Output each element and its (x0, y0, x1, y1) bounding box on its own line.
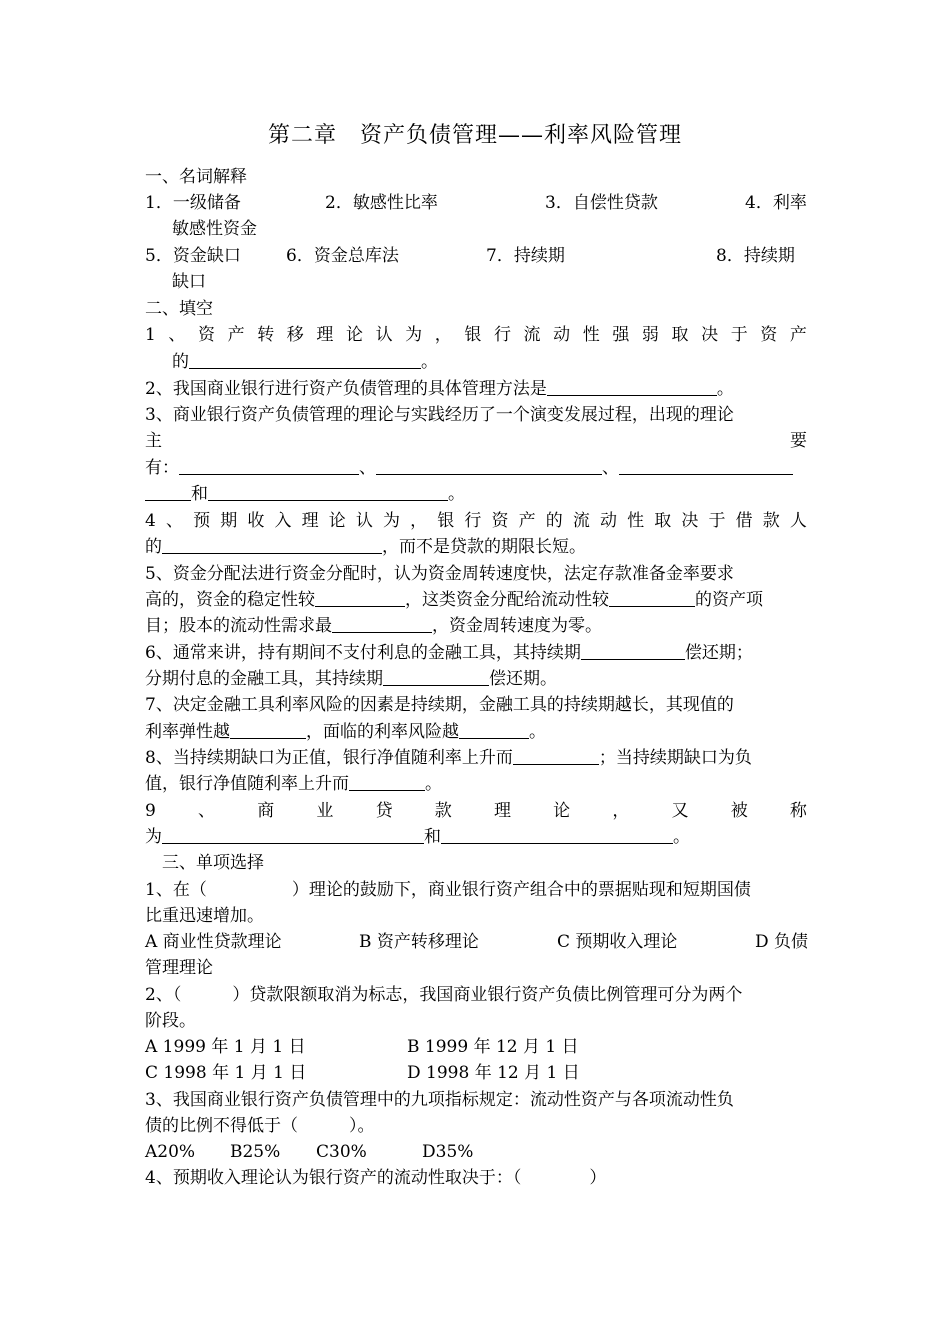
fill-q3-line2: 主 要 (145, 431, 807, 451)
option-d[interactable]: D 负债 (755, 932, 809, 952)
blank[interactable] (332, 615, 432, 633)
option-b[interactable]: B 1999 年 12 月 1 日 (407, 1037, 579, 1057)
blank[interactable] (230, 721, 306, 739)
option-c[interactable]: C30% (316, 1142, 367, 1162)
option-a[interactable]: A 1999 年 1 月 1 日 (145, 1037, 306, 1057)
option-d[interactable]: D 1998 年 12 月 1 日 (407, 1063, 580, 1083)
section1-row2-cont: 缺口 (172, 272, 206, 292)
option-b[interactable]: B 资产转移理论 (359, 932, 479, 952)
fill-q1-line1: 1 、 资 产 转 移 理 论 认 为 ， 银 行 流 动 性 强 弱 取 决 于 资 产 (145, 325, 807, 345)
fill-q7-line2: 利率弹性越 ，面临的利率风险越 。 (145, 722, 546, 742)
blank[interactable] (189, 351, 421, 369)
blank[interactable] (162, 826, 424, 844)
section1-heading: 一、名词解释 (145, 167, 247, 187)
blank[interactable] (179, 457, 359, 475)
choice-q2-line2: 阶段。 (145, 1011, 196, 1031)
fill-q8-line2: 值，银行净值随利率上升而 。 (145, 774, 442, 794)
term-3: 3．自偿性贷款 (545, 193, 658, 213)
section1-row1 (145, 192, 807, 214)
blank[interactable] (376, 457, 602, 475)
fill-q1-line2: 的 。 (172, 352, 438, 372)
choice-q4-line1: 4、预期收入理论认为银行资产的流动性取决于：（ ） (145, 1168, 607, 1188)
term-6: 6．资金总库法 (286, 246, 399, 266)
section1-row2 (145, 245, 807, 267)
option-a[interactable]: A 商业性贷款理论 (145, 932, 282, 952)
choice-q1-line2: 比重迅速增加。 (145, 906, 264, 926)
term-2: 2．敏感性比率 (325, 193, 438, 213)
blank[interactable] (609, 589, 695, 607)
chapter-title: 第二章 资产负债管理——利率风险管理 (267, 123, 682, 148)
section1-row1-cont: 敏感性资金 (172, 219, 257, 239)
section2-heading: 二、填空 (145, 299, 213, 319)
fill-q3-line1: 3、商业银行资产负债管理的理论与实践经历了一个演变发展过程，出现的理论 (145, 405, 734, 425)
choice-q1-options (145, 931, 807, 953)
fill-q8-line1: 8、当持续期缺口为正值，银行净值随利率上升而 ；当持续期缺口为负 (145, 748, 752, 768)
fill-q2: 2、我国商业银行进行资产负债管理的具体管理方法是 。 (145, 379, 734, 399)
term-4: 4．利率 (745, 193, 807, 213)
choice-q1-line1: 1、在（ ）理论的鼓励下，商业银行资产组合中的票据贴现和短期国债 (145, 880, 751, 900)
fill-q6-line1: 6、通常来讲，持有期间不支付利息的金融工具，其持续期 偿还期； (145, 643, 753, 663)
choice-q1-options-cont: 管理理论 (145, 958, 213, 978)
choice-q2-options-row2 (145, 1062, 807, 1084)
blank[interactable] (208, 483, 448, 501)
choice-q3-line2: 债的比例不得低于（ ）。 (145, 1116, 375, 1136)
blank[interactable] (315, 589, 405, 607)
blank[interactable] (547, 378, 717, 396)
term-7: 7．持续期 (486, 246, 565, 266)
choice-q3-line1: 3、我国商业银行资产负债管理中的九项指标规定：流动性资产与各项流动性负 (145, 1090, 734, 1110)
fill-q3-line4: 和 。 (145, 483, 807, 505)
fill-q4-line1: 4 、 预 期 收 入 理 论 认 为 ， 银 行 资 产 的 流 动 性 取 决 于 借 款 人 (145, 511, 807, 531)
option-c[interactable]: C 预期收入理论 (557, 932, 678, 952)
blank[interactable] (619, 457, 793, 475)
fill-q9-line1: 9 、 商 业 贷 款 理 论 ， 又 被 称 (145, 801, 807, 821)
option-a[interactable]: A20% (145, 1142, 196, 1162)
choice-q3-options (145, 1141, 807, 1163)
fill-q3-line3: 有： 、 、 (145, 457, 807, 479)
blank[interactable] (581, 642, 685, 660)
fill-q5-line3: 目；股本的流动性需求最 ，资金周转速度为零。 (145, 616, 602, 636)
section3-heading: 三、单项选择 (162, 853, 264, 873)
choice-q2-options-row1 (145, 1036, 807, 1058)
term-5: 5．资金缺口 (145, 246, 241, 266)
option-d[interactable]: D35% (422, 1142, 474, 1162)
term-8: 8．持续期 (716, 246, 795, 266)
fill-q5-line2: 高的，资金的稳定性较 ，这类资金分配给流动性较 的资产项 (145, 590, 763, 610)
blank[interactable] (441, 826, 673, 844)
blank[interactable] (383, 668, 489, 686)
blank[interactable] (349, 773, 425, 791)
fill-q7-line1: 7、决定金融工具利率风险的因素是持续期，金融工具的持续期越长，其现值的 (145, 695, 734, 715)
option-c[interactable]: C 1998 年 1 月 1 日 (145, 1063, 307, 1083)
fill-q4-line2: 的 ，而不是贷款的期限长短。 (145, 537, 586, 557)
blank[interactable] (162, 536, 382, 554)
option-b[interactable]: B25% (230, 1142, 281, 1162)
fill-q5-line1: 5、资金分配法进行资金分配时，认为资金周转速度快，法定存款准备金率要求 (145, 564, 734, 584)
blank[interactable] (459, 721, 529, 739)
term-1: 1．一级储备 (145, 193, 241, 213)
fill-q6-line2: 分期付息的金融工具，其持续期 偿还期。 (145, 669, 557, 689)
blank[interactable] (513, 747, 599, 765)
choice-q2-line1: 2、（ ）贷款限额取消为标志，我国商业银行资产负债比例管理可分为两个 (145, 985, 743, 1005)
blank[interactable] (145, 483, 191, 501)
fill-q9-line2: 为 和 。 (145, 827, 690, 847)
